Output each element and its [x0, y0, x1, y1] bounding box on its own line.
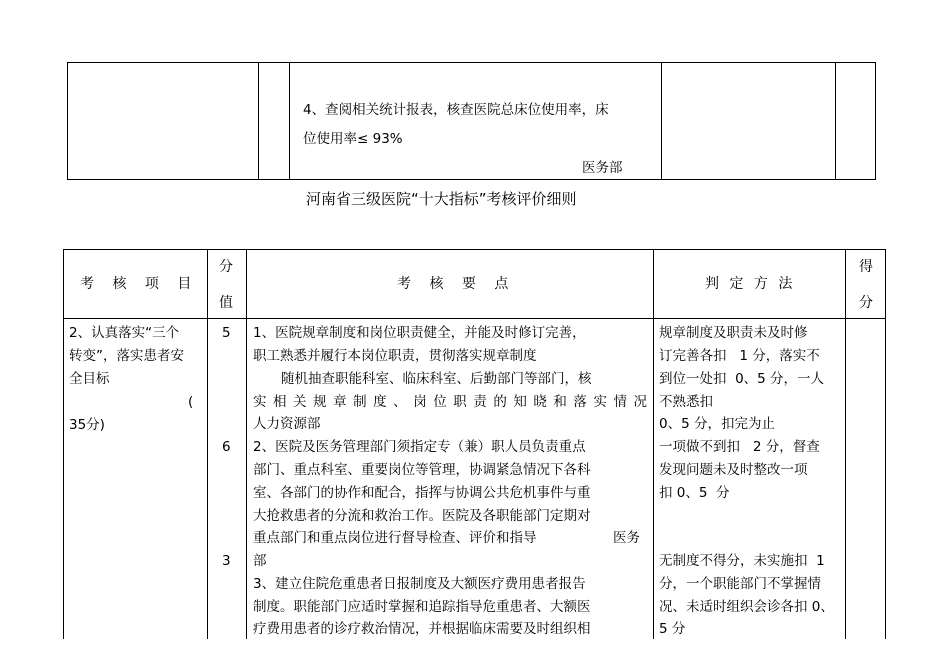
item-score-total: 35分): [69, 417, 105, 433]
header-score: 分: [219, 259, 233, 275]
point-line: 随机抽查职能科室、临床科室、后勤部门等部门，核: [281, 371, 592, 387]
main-table-col-border: [63, 249, 64, 639]
top-table-line: 4、查阅相关统计报表，核查医院总床位使用率，床: [303, 102, 609, 118]
method-line: 规章制度及职责未及时修: [659, 325, 808, 341]
point-line: 职工熟悉并履行本岗位职责，贯彻落实规章制度: [253, 348, 537, 364]
method-line: 到位一处扣 0、5 分，一人: [659, 371, 825, 387]
main-table-col-border: [246, 249, 247, 639]
main-table-col-border: [653, 249, 654, 639]
score-value: 3: [222, 553, 231, 569]
header-item: 考 核 项 目: [80, 276, 192, 292]
top-table-top-border: [67, 62, 876, 63]
page-title: 河南省三级医院“十大指标”考核评价细则: [306, 190, 577, 208]
point-line: 室、各部门的协作和配合，指挥与协调公共危机事件与重: [253, 485, 591, 501]
method-line: 5 分: [659, 621, 686, 637]
header-got: 得: [859, 259, 873, 275]
header-got: 分: [859, 295, 873, 311]
point-line: 3、建立住院危重患者日报制度及大额医疗费用患者报告: [253, 576, 586, 592]
point-line: 人力资源部: [253, 416, 321, 432]
top-table-col-border: [289, 62, 290, 180]
method-line: 无制度不得分，未实施扣 1: [659, 553, 825, 569]
point-dept: 部: [253, 553, 267, 569]
method-line: 0、5 分，扣完为止: [659, 416, 775, 432]
main-table-col-border: [207, 249, 208, 639]
point-dept: 医务: [613, 530, 640, 546]
main-table-col-border: [845, 249, 846, 639]
method-line: 况、未适时组织会诊各扣 0、: [659, 599, 834, 615]
item-line: 转变”，落实患者安: [69, 348, 184, 364]
item-line: 2、认真落实“三个: [69, 325, 180, 341]
top-table-col-border: [258, 62, 259, 180]
method-line: 发现问题未及时整改一项: [659, 462, 808, 478]
main-table-header-border: [63, 318, 886, 319]
top-table-line: 位使用率≤ 93%: [303, 131, 403, 147]
top-table-col-border: [875, 62, 876, 180]
top-table-bottom-border: [67, 179, 876, 180]
point-line: 疗费用患者的诊疗救治情况，并根据临床需要及时组织相: [253, 621, 591, 637]
score-value: 6: [222, 439, 231, 455]
item-line: 全目标: [69, 371, 110, 387]
point-line: 大抢救患者的分流和救治工作。医院及各职能部门定期对: [253, 508, 591, 524]
header-points: 考 核 要 点: [397, 276, 509, 292]
method-line: 分，一个职能部门不掌握情: [659, 576, 821, 592]
method-line: 不熟悉扣: [659, 394, 713, 410]
top-table-col-border: [835, 62, 836, 180]
point-line: 实相关规章制度、岗位职责的知晓和落实情况: [253, 394, 647, 410]
method-line: 一项做不到扣 2 分，督查: [659, 439, 820, 455]
top-table-col-border: [661, 62, 662, 180]
score-value: 5: [222, 325, 231, 341]
method-line: 订完善各扣 1 分，落实不: [659, 348, 820, 364]
point-line: 制度。职能部门应适时掌握和追踪指导危重患者、大额医: [253, 599, 591, 615]
item-paren: (: [188, 394, 194, 410]
main-table-top-border: [63, 249, 886, 250]
top-table-col-border: [67, 62, 68, 180]
method-line: 扣 0、5 分: [659, 485, 730, 501]
header-method: 判 定 方 法: [705, 276, 793, 292]
point-line: 重点部门和重点岗位进行督导检查、评价和指导: [253, 530, 537, 546]
point-line: 部门、重点科室、重要岗位等管理，协调紧急情况下各科: [253, 462, 591, 478]
point-line: 1、医院规章制度和岗位职责健全，并能及时修订完善，: [253, 325, 586, 341]
point-line: 2、医院及医务管理部门须指定专（兼）职人员负责重点: [253, 439, 586, 455]
top-table-dept: 医务部: [582, 160, 623, 176]
main-table-col-border: [885, 249, 886, 639]
header-score: 值: [219, 295, 233, 311]
